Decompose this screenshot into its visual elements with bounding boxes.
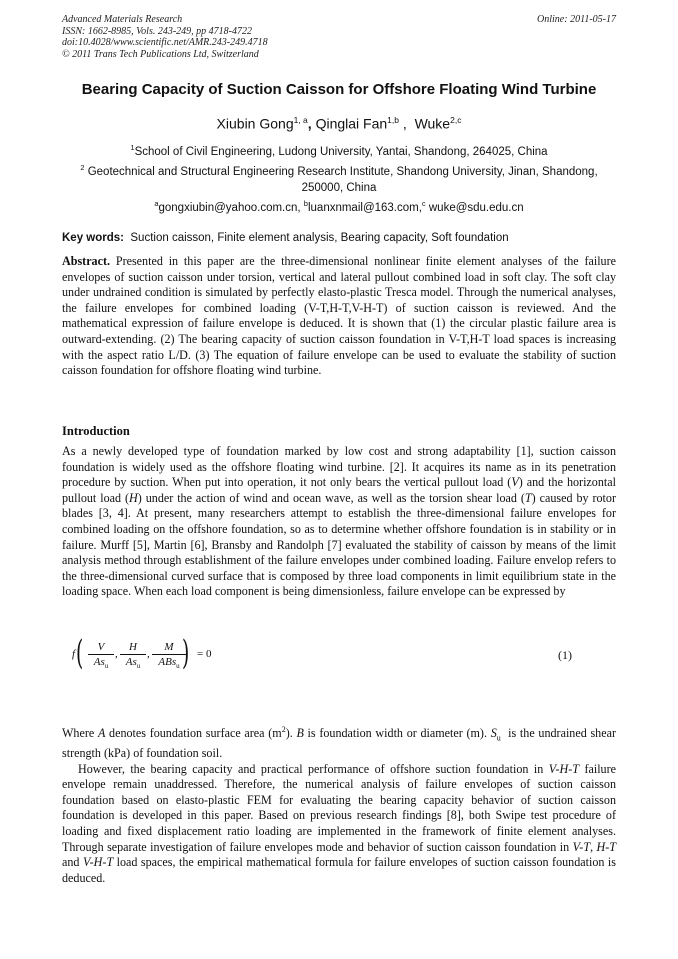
intro-paragraph-3 <box>62 762 616 887</box>
copyright-line: © 2011 Trans Tech Publications Ltd, Switzerland <box>62 48 259 60</box>
author-affil-mark: 1, a <box>293 115 308 125</box>
where-clause <box>62 722 620 762</box>
eq-sub: u <box>176 662 180 671</box>
text-run: ). <box>285 726 297 741</box>
email-link[interactable]: gongxiubin@yahoo.com.cn, <box>158 201 304 214</box>
email-mark: c <box>421 199 426 208</box>
affiliation-text: Geotechnical and Structural Engineering Research Institute, Shandong University, Jinan, Shandong, 250000, China <box>84 165 598 194</box>
author-separator: , <box>399 115 415 132</box>
affiliation-1 <box>62 140 616 160</box>
eq-den-text: As <box>93 656 105 668</box>
journal-header <box>62 14 616 60</box>
eq-fraction-2 <box>120 640 146 673</box>
author-name: Xiubin Gong <box>216 115 294 132</box>
keywords-line <box>62 232 616 244</box>
symbol-s: S <box>490 726 497 741</box>
author-name: Wuke <box>414 115 451 132</box>
author-list <box>40 115 638 132</box>
symbol-vt: V-T <box>572 839 591 854</box>
symbol-vht: V-H-T <box>82 855 114 870</box>
text-run: ) under the action of wind and ocean wave, as well as the torsion shear load ( <box>137 490 525 505</box>
intro-paragraph-1 <box>62 444 616 600</box>
eq-numerator: H <box>120 640 146 655</box>
online-date: Online: 2011-05-17 <box>537 14 616 25</box>
eq-denominator <box>88 655 114 673</box>
equation-number: (1) <box>558 648 572 662</box>
symbol-b: B <box>296 726 304 741</box>
intro-paragraph-2 <box>62 722 620 886</box>
equation-1 <box>62 633 616 674</box>
superscript: 2 <box>281 725 286 734</box>
eq-denominator <box>152 655 186 673</box>
text-run: load spaces, the empirical mathematical formula for failure envelopes of suction caisson foundation is deduced. <box>62 855 616 885</box>
affiliation-mark: 1 <box>130 143 135 152</box>
author-affil-mark: 1,b <box>387 115 399 125</box>
email-mark: a <box>154 199 159 208</box>
eq-comma: , <box>115 648 118 660</box>
paper-title: Bearing Capacity of Suction Caisson for Offshore Floating Wind Turbine <box>81 81 597 98</box>
text-run: , <box>590 839 597 854</box>
text-run: is foundation width or diameter (m). <box>303 726 491 741</box>
eq-rhs: = 0 <box>197 648 212 660</box>
email-link[interactable]: wuke@sdu.edu.cn <box>425 201 524 214</box>
eq-den-text: As <box>125 656 137 668</box>
text-run: and <box>62 855 83 870</box>
symbol-t: T <box>524 490 532 505</box>
symbol-vht: V-H-T <box>548 761 579 776</box>
symbol-v: V <box>511 475 519 490</box>
abstract-label: Abstract. <box>62 254 111 268</box>
eq-fraction-1 <box>88 640 114 673</box>
symbol-ht: H-T <box>596 839 616 854</box>
eq-denominator <box>120 655 146 673</box>
email-mark: b <box>303 199 308 208</box>
abstract <box>62 254 616 379</box>
abstract-text: Presented in this paper are the three-dimensional nonlinear finite element analyses of the failure envelopes of suction caisson under torsion, vertical and lateral pullout combined load in soft clay. The soft clay under undrained condition is simulated by perfectly elasto-plastic Tresca model. Through the numerical analyses, the failure envelopes for combined loading (V-T,H-T,V-H-T) of suction caisson is reviewed. And the mathematical expression of failure envelope is deduced. It is shown that (1) the circular plastic failure area is outward-extending. (2) The bearing capacity of suction caisson foundation in V-T,H-T load spaces is increasing with the aspect ratio L/D. (3) The equation of failure envelope can be used to evaluate the stability of suction caisson foundation for offshore floating wind turbine. <box>62 254 616 378</box>
eq-left-paren: ( <box>75 633 84 673</box>
symbol-h: H <box>129 490 138 505</box>
author-separator: , <box>307 115 316 132</box>
email-link[interactable]: luanxnmail@163.com, <box>307 201 422 214</box>
eq-numerator: M <box>152 640 186 655</box>
eq-numerator: V <box>88 640 114 655</box>
text-run: ) and the horizontal pullout load ( <box>62 475 616 505</box>
eq-den-text: ABs <box>158 656 177 668</box>
subscript: u <box>496 733 501 743</box>
affiliation-mark: 2 <box>80 163 85 172</box>
text-run: ) caused by rotor blades [3, 4]. At present, many researchers attempt to establish the three-dimensional failure envelopes for combined loading on the offshore foundation, so as to determine whether offshore foundation is in stability or in failure. Murff [5], Martin [6], Bransby and Randolph [7] evaluated the stability of caisson by means of the limit analysis method through establishment of the failure envelopes under combined loading. Failure envelop refers to the three-dimensional curved surface that is composed by three load components in limit equilibrium state in the loading space. When each load component is being dimensionless, failure envelope can be expressed by <box>62 490 616 599</box>
text-run: failure envelope remain unaddressed. Therefore, the numerical analysis of failure envelopes of suction caisson foundation based on elasto-plastic FEM for evaluating the bearing capacity behavior of suction caisson foundation is developed in this paper. Based on previous research findings [8], both Swipe test procedure of loading and fixed displacement ratio loading are implemented in the framework of finite element analyses. Through separate investigation of failure envelopes mode and behavior of suction caisson foundation in <box>62 761 616 854</box>
affiliation-text: School of Civil Engineering, Ludong University, Yantai, Shandong, 264025, China <box>134 145 548 158</box>
eq-function: f <box>72 648 76 660</box>
section-heading-introduction: Introduction <box>62 424 130 438</box>
text-run: denotes foundation surface area (m <box>105 726 282 741</box>
eq-sub: u <box>136 662 141 671</box>
text-run: is the undrained shear strength (kPa) of foundation soil. <box>62 726 620 761</box>
affiliation-2 <box>62 160 616 196</box>
eq-fraction-3 <box>152 640 186 673</box>
author-emails <box>62 196 616 216</box>
author-affil-mark: 2,c <box>450 115 462 125</box>
eq-comma: , <box>147 648 150 660</box>
text-run: Where <box>62 726 98 741</box>
doi-line: doi:10.4028/www.scientific.net/AMR.243-249.4718 <box>62 37 268 49</box>
keywords-text: Suction caisson, Finite element analysis, Bearing capacity, Soft foundation <box>124 232 509 244</box>
text-run: As a newly developed type of foundation marked by low cost and strong adaptability [1], suction caisson foundation is widely used as the offshore floating wind turbine. [2]. It acquires its name as in its penetration procedure by suction. When put into operation, it not only bears the vertical pullout load ( <box>62 444 616 490</box>
journal-name: Advanced Materials Research <box>62 14 183 25</box>
eq-sub: u <box>104 662 109 671</box>
issn-line: ISSN: 1662-8985, Vols. 243-249, pp 4718-4722 <box>62 25 252 37</box>
eq-right-paren: ) <box>181 633 190 673</box>
text-run: However, the bearing capacity and practical performance of offshore suction foundation in <box>78 761 549 776</box>
author-name: Qinglai Fan <box>315 115 388 132</box>
symbol-a: A <box>97 726 106 741</box>
keywords-label: Key words: <box>62 232 124 244</box>
